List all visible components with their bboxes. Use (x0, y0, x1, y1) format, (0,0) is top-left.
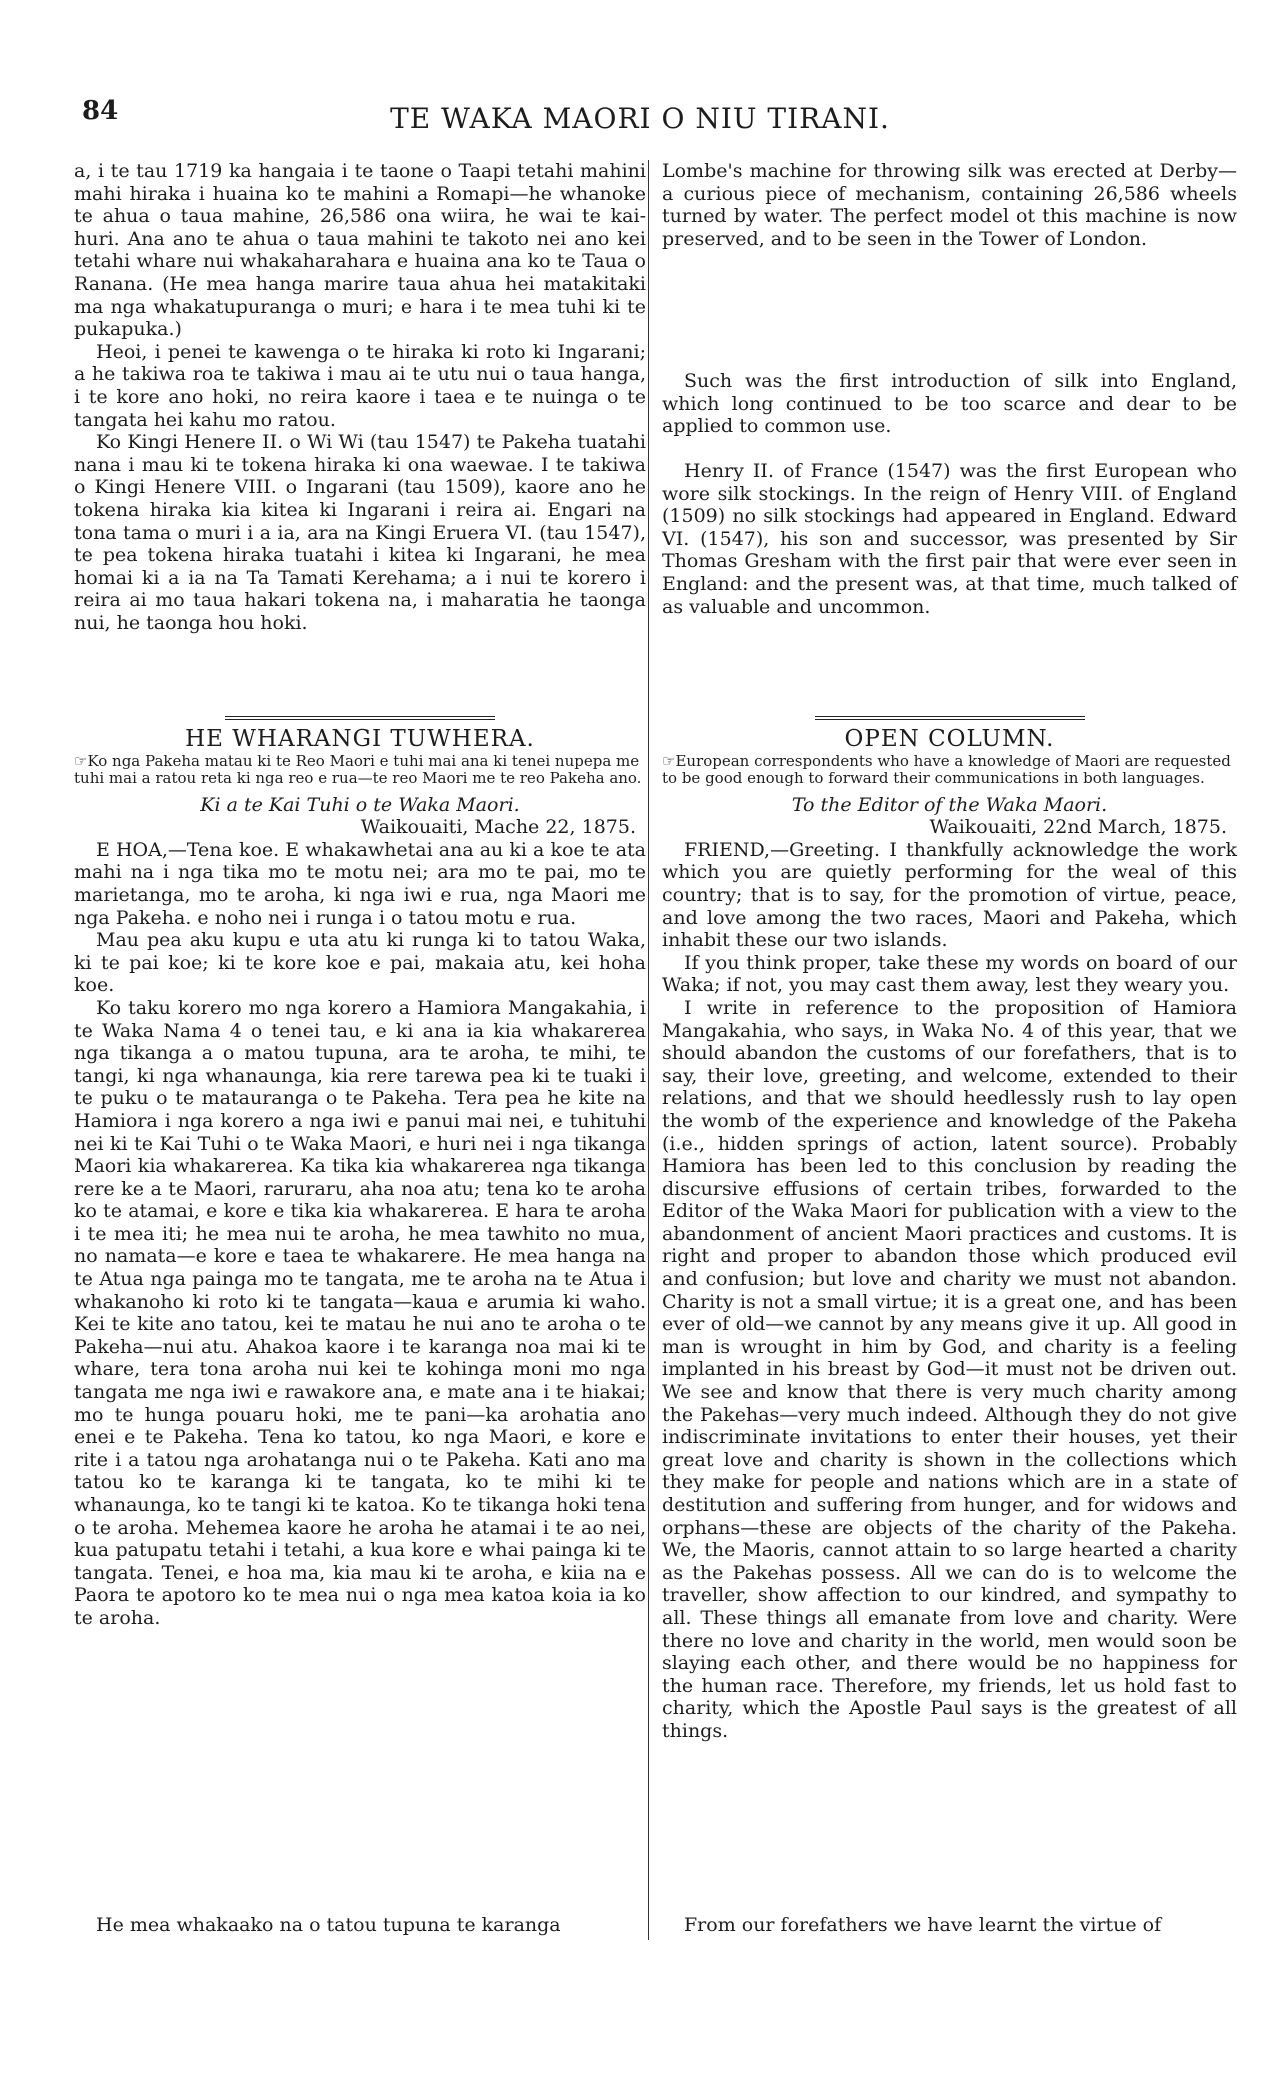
right-column-silk (662, 370, 1237, 438)
english-paragraph: Henry II. of France (1547) was the first European who wore silk stockings. In the reign of Henry VIII. of England (1509) no silk stockings had appeared in England. Edward VI. (1547), his son and successor, was presented by Sir Thomas Gresham with the first pair that were ever seen in England: and the present was, at that time, much talked of as valuable and uncommon. (662, 460, 1237, 618)
right-column-stockings (662, 460, 1237, 618)
english-paragraph: Such was the first introduction of silk into England, which long continued to be too scarce and dear to be applied to common use. (662, 370, 1237, 438)
running-title: TE WAKA MAORI O NIU TIRANI. (390, 102, 890, 135)
left-column-letter (74, 716, 646, 1630)
letter-address: Ki a te Kai Tuhi o te Waka Maori. (200, 793, 520, 816)
left-column-top (74, 160, 646, 634)
letter-paragraph: Ko taku korero mo nga korero a Hamiora Mangakahia, i te Waka Nama 4 o tenei tau, e ki ana ia kia whakarerea nga tikanga a o matou tupuna, ara te aroha, te mihi, te tangi, ki nga whanaunga, kia rere tarewa pea ki te tuaki i te puku o te matauranga o te Pakeha. Tera pea he kite na Hamiora i nga korero a nga iwi e panui mai nei, e tuhituhi nei ki te Kai Tuhi o te Waka Maori, e huri nei i nga tikanga Maori kia whakarerea. Ka tika kia whakarerea nga tikanga rere ke a te Maori, raruraru, aha noa atu; tena ko te aroha ko te atamai, e kore e tika kia whakarerea. E hara te aroha i te mea iti; he mea nui te aroha, he mea tawhito no mua, no namata—e kore e taea te whakarere. He mea hanga na te Atua nga painga mo te tangata, me te aroha na te Atua i whakanoho ki roto ki te tangata—kaua e arumia ki waho. Kei te kite ano tatou, kei te matau he nui ano te aroha o te Pakeha—nui atu. Ahakoa kaore i te karanga noa mai ki te whare, tera tona aroha nui kei te kohinga moni mo nga tangata me nga iwi e rawakore ana, e mate ana i te hiakai; mo te hunga pouaru hoki, me te pani—ka arohatia ano enei e te Pakeha. Tena ko tatou, ko nga Maori, e kore e rite i a tatou nga arohatanga nui o te Pakeha. Kati ano ma tatou ko te karanga ki te tangata, ko te mihi ki te whanaunga, ko te tangi ki te katoa. Ko te tikanga hoki tena o te aroha. Mehemea kaore he aroha he atamai i te ao nei, kua patupatu tetahi i tetahi, a kua kore e whai painga ki te tangata. Tenei, e hoa ma, kia mau ki te aroha, e kiia na e Paora te apotoro ko te mea nui o nga mea katoa koia ia ko te aroha. (74, 996, 646, 1629)
section-title: HE WHARANGI TUWHERA. (185, 726, 535, 752)
letter-paragraph: I write in reference to the proposition of Hamiora Mangakahia, who says, in Waka No. 4 of this year, that we should abandon the customs of our forefathers, that is to say, their love, greeting, and welcome, extended to their relations, and that we should heedlessly rush to lay open the womb of the experience and knowledge of the Pakeha (i.e., hidden springs of action, latent source). Probably Hamiora has been led to this conclusion by reading the discursive effusions of certain tribes, forwarded to the Editor of the Waka Maori for publication with a view to the abandonment of ancient Maori practices and customs. It is right and proper to abandon those which produced evil and confusion; but love and charity we must not abandon. Charity is not a small virtue; it is a great one, and has been ever of old—we cannot by any means give it up. All good in man is wrought in him by God, and charity is a feeling implanted in his breast by God—it must not be driven out. We see and know that there is very much charity among the Pakehas—very much indeed. Although they do not give indiscriminate invitations to enter their houses, yet their great love and charity is shown in the collections which they make for people and nations which are in a state of destitution and suffering from hunger, and for widows and orphans—these are objects of the charity of the Pakeha. We, the Maoris, cannot attain to so large hearted a charity as the Pakehas possess. All we can do is to welcome the traveller, show affection to our kindred, and sympathy to all. These things all emanate from love and charity. Were there no love and charity in the world, men would soon be slaying each other, and there would be no happiness for the human race. Therefore, my friends, let us hold fast to charity, which the Apostle Paul says is the greatest of all things. (662, 996, 1237, 1742)
letter-dateline: Waikouaiti, Mache 22, 1875. (360, 816, 636, 839)
english-paragraph: Lombe's machine for throwing silk was erected at Derby—a curious piece of mechanism, containing 26,586 wheels turned by water. The perfect model ot this machine is now preserved, and to be seen in the Tower of London. (662, 160, 1237, 250)
letter-paragraph: Mau pea aku kupu e uta atu ki runga ki to tatou Waka, ki te pai koe; ki te kore koe e pai, makaia atu, kei hoha koe. (74, 929, 646, 997)
right-column-top (662, 160, 1237, 250)
letter-address: To the Editor of the Waka Maori. (791, 793, 1108, 816)
continuation-line: From our forefathers we have learnt the virtue of (684, 1914, 1162, 1936)
letter-paragraph: If you think proper, take these my words on board of our Waka; if not, you may cast them away, lest they weary you. (662, 951, 1237, 997)
section-divider (815, 716, 1085, 720)
page-number: 84 (82, 96, 119, 126)
letter-paragraph: E HOA,—Tena koe. E whakawhetai ana au ki a koe te ata mahi na i nga tika mo te motu nei; ara mo te pai, mo te marietanga, mo te aroha, ki nga iwi e rua, nga Maori me nga Pakeha. e noho nei i runga i o tatou motu e rua. (74, 838, 646, 929)
column-divider (648, 160, 649, 1940)
section-divider (225, 716, 495, 720)
letter-dateline: Waikouaiti, 22nd March, 1875. (929, 816, 1227, 839)
left-column-bottom (74, 1914, 646, 1937)
letter-paragraph: FRIEND,—Greeting. I thankfully acknowledge the work which you are quietly performing for the weal of this country; that is to say, for the promotion of virtue, peace, and love among the two races, Maori and Pakeha, which inhabit these our two islands. (662, 838, 1237, 952)
section-title: OPEN COLUMN. (844, 726, 1055, 752)
continuation-line: He mea whakaako na o tatou tupuna te karanga (96, 1914, 561, 1936)
correspondents-notice: ☞European correspondents who have a knowledge of Maori are requested to be good enough to forward their communications in both languages. (662, 751, 1231, 788)
right-column-bottom (662, 1914, 1237, 1937)
maori-paragraph: Heoi, i penei te kawenga o te hiraka ki roto ki Ingarani; a he takiwa roa te takiwa i mau ai te utu nui o taua hanga, i te kore ano hoki, no reira kaore i taea e te nuinga o te tangata hei kahu mo ratou. (74, 340, 646, 431)
maori-paragraph: a, i te tau 1719 ka hangaia i te taone o Taapi tetahi mahini mahi hiraka i huaina ko te mahini a Romapi—he whanoke te ahua o taua mahine, 26,586 ona wiira, he wai te kai-huri. Ana ano te ahua o taua mahini te takoto nei ano kei tetahi whare nui whakaharahara e huaina ana ko te Taua o Ranana. (He mea hanga marire taua ahua hei matakitaki ma nga whakatupuranga o muri; e hara i te mea tuhi ki te pukapuka.) (74, 160, 646, 341)
correspondents-notice: ☞Ko nga Pakeha matau ki te Reo Maori e tuhi mai ana ki tenei nupepa me tuhi mai a ratou reta ki nga reo e rua—te reo Maori me te reo Pakeha ano. (74, 751, 642, 788)
maori-paragraph: Ko Kingi Henere II. o Wi Wi (tau 1547) te Pakeha tuatahi nana i mau ki te tokena hiraka ki ona waewae. I te takiwa o Kingi Henere VIII. o Ingarani (tau 1509), kaore ano he tokena hiraka kia kitea ki Ingarani i reira ai. Engari na tona tama o muri i a ia, ara na Kingi Eruera VI. (tau 1547), te pea tokena hiraka tuatahi i kitea ki Ingarani, he mea homai ki a ia na Ta Tamati Kerehama; a i nui te korero i reira ai mo taua hakari tokena na, i maharatia he taonga nui, he taonga hou hoki. (74, 431, 646, 634)
right-column-letter (662, 716, 1237, 1743)
